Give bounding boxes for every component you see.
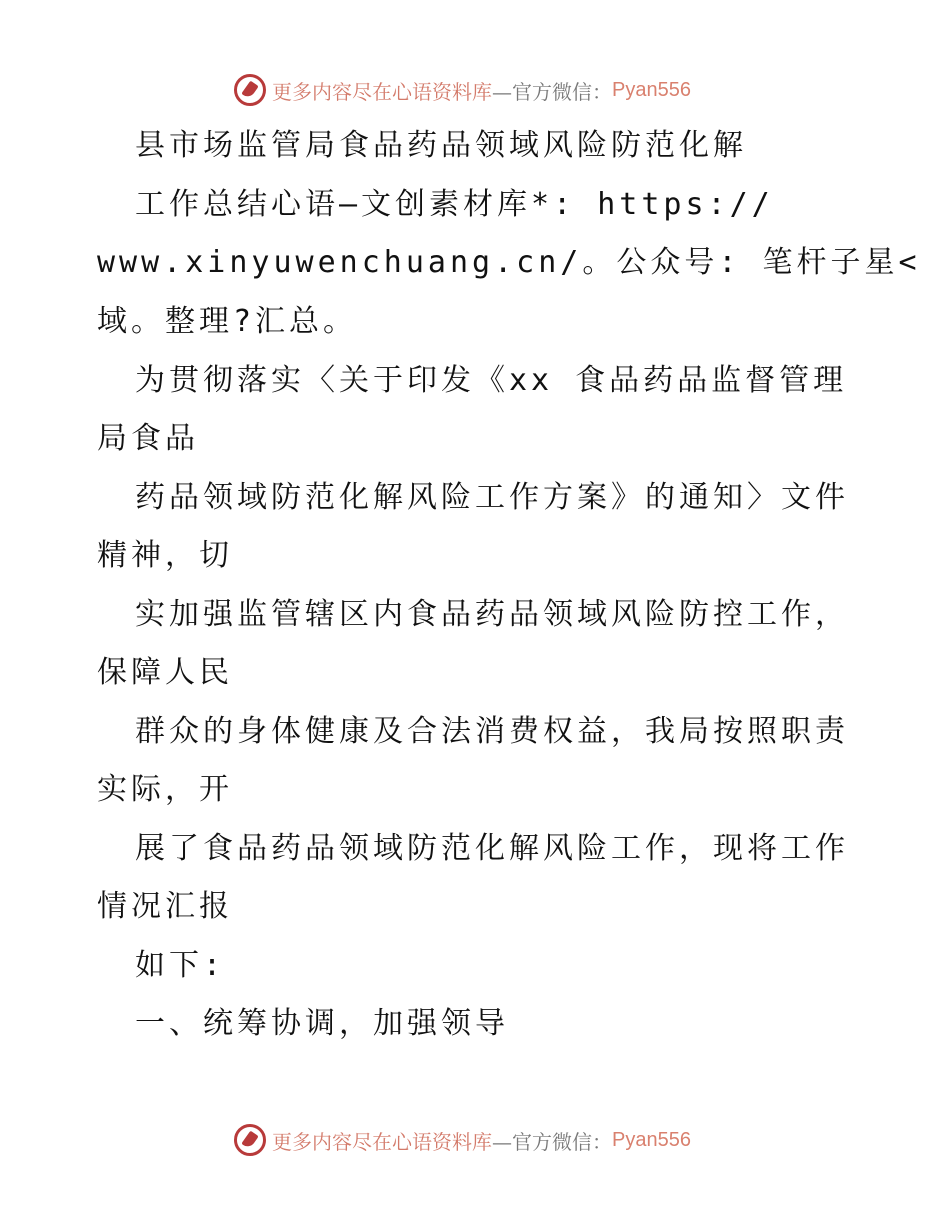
text-line: 局食品 [97,421,199,456]
watermark-sep: —官方微信： [492,1129,612,1154]
pen-logo-icon [234,74,266,106]
watermark-site: 更多内容尽在心语资料库 [272,79,492,104]
text-line: 保障人民 [97,655,233,690]
watermark-wechat: Pyan556 [612,78,691,101]
text-line: 精神，切 [97,538,233,573]
text-line: 情况汇报 [97,889,233,924]
watermark-sep: —官方微信： [492,79,612,104]
text-line: 实际，开 [97,772,233,807]
title-line-1: 县市场监管局食品药品领域风险防范化解 [135,128,747,163]
header-watermark [234,70,691,110]
title-line-2: 工作总结心语—文创素材库*: https:// [135,187,774,222]
text-line: 为贯彻落实〈关于印发《xx 食品药品监督管理 [135,363,848,398]
text-line: 实加强监管辖区内食品药品领域风险防控工作， [135,597,849,632]
text-line: 药品领域防范化解风险工作方案》的通知〉文件 [135,480,849,515]
text-line: 展了食品药品领域防范化解风险工作，现将工作 [135,831,849,866]
text-line: 群众的身体健康及合法消费权益，我局按照职责 [135,714,849,749]
watermark-wechat: Pyan556 [612,1128,691,1151]
watermark-site: 更多内容尽在心语资料库 [272,1129,492,1154]
section-heading: 一、统筹协调，加强领导 [135,1006,509,1041]
text-line: 如下: [135,948,226,983]
text-line: 域。整理?汇总。 [97,304,358,339]
pen-logo-icon [234,1124,266,1156]
footer-watermark [234,1120,691,1160]
text-line: www.xinyuwenchuang.cn/。公众号: 笔杆子星< [97,245,921,280]
